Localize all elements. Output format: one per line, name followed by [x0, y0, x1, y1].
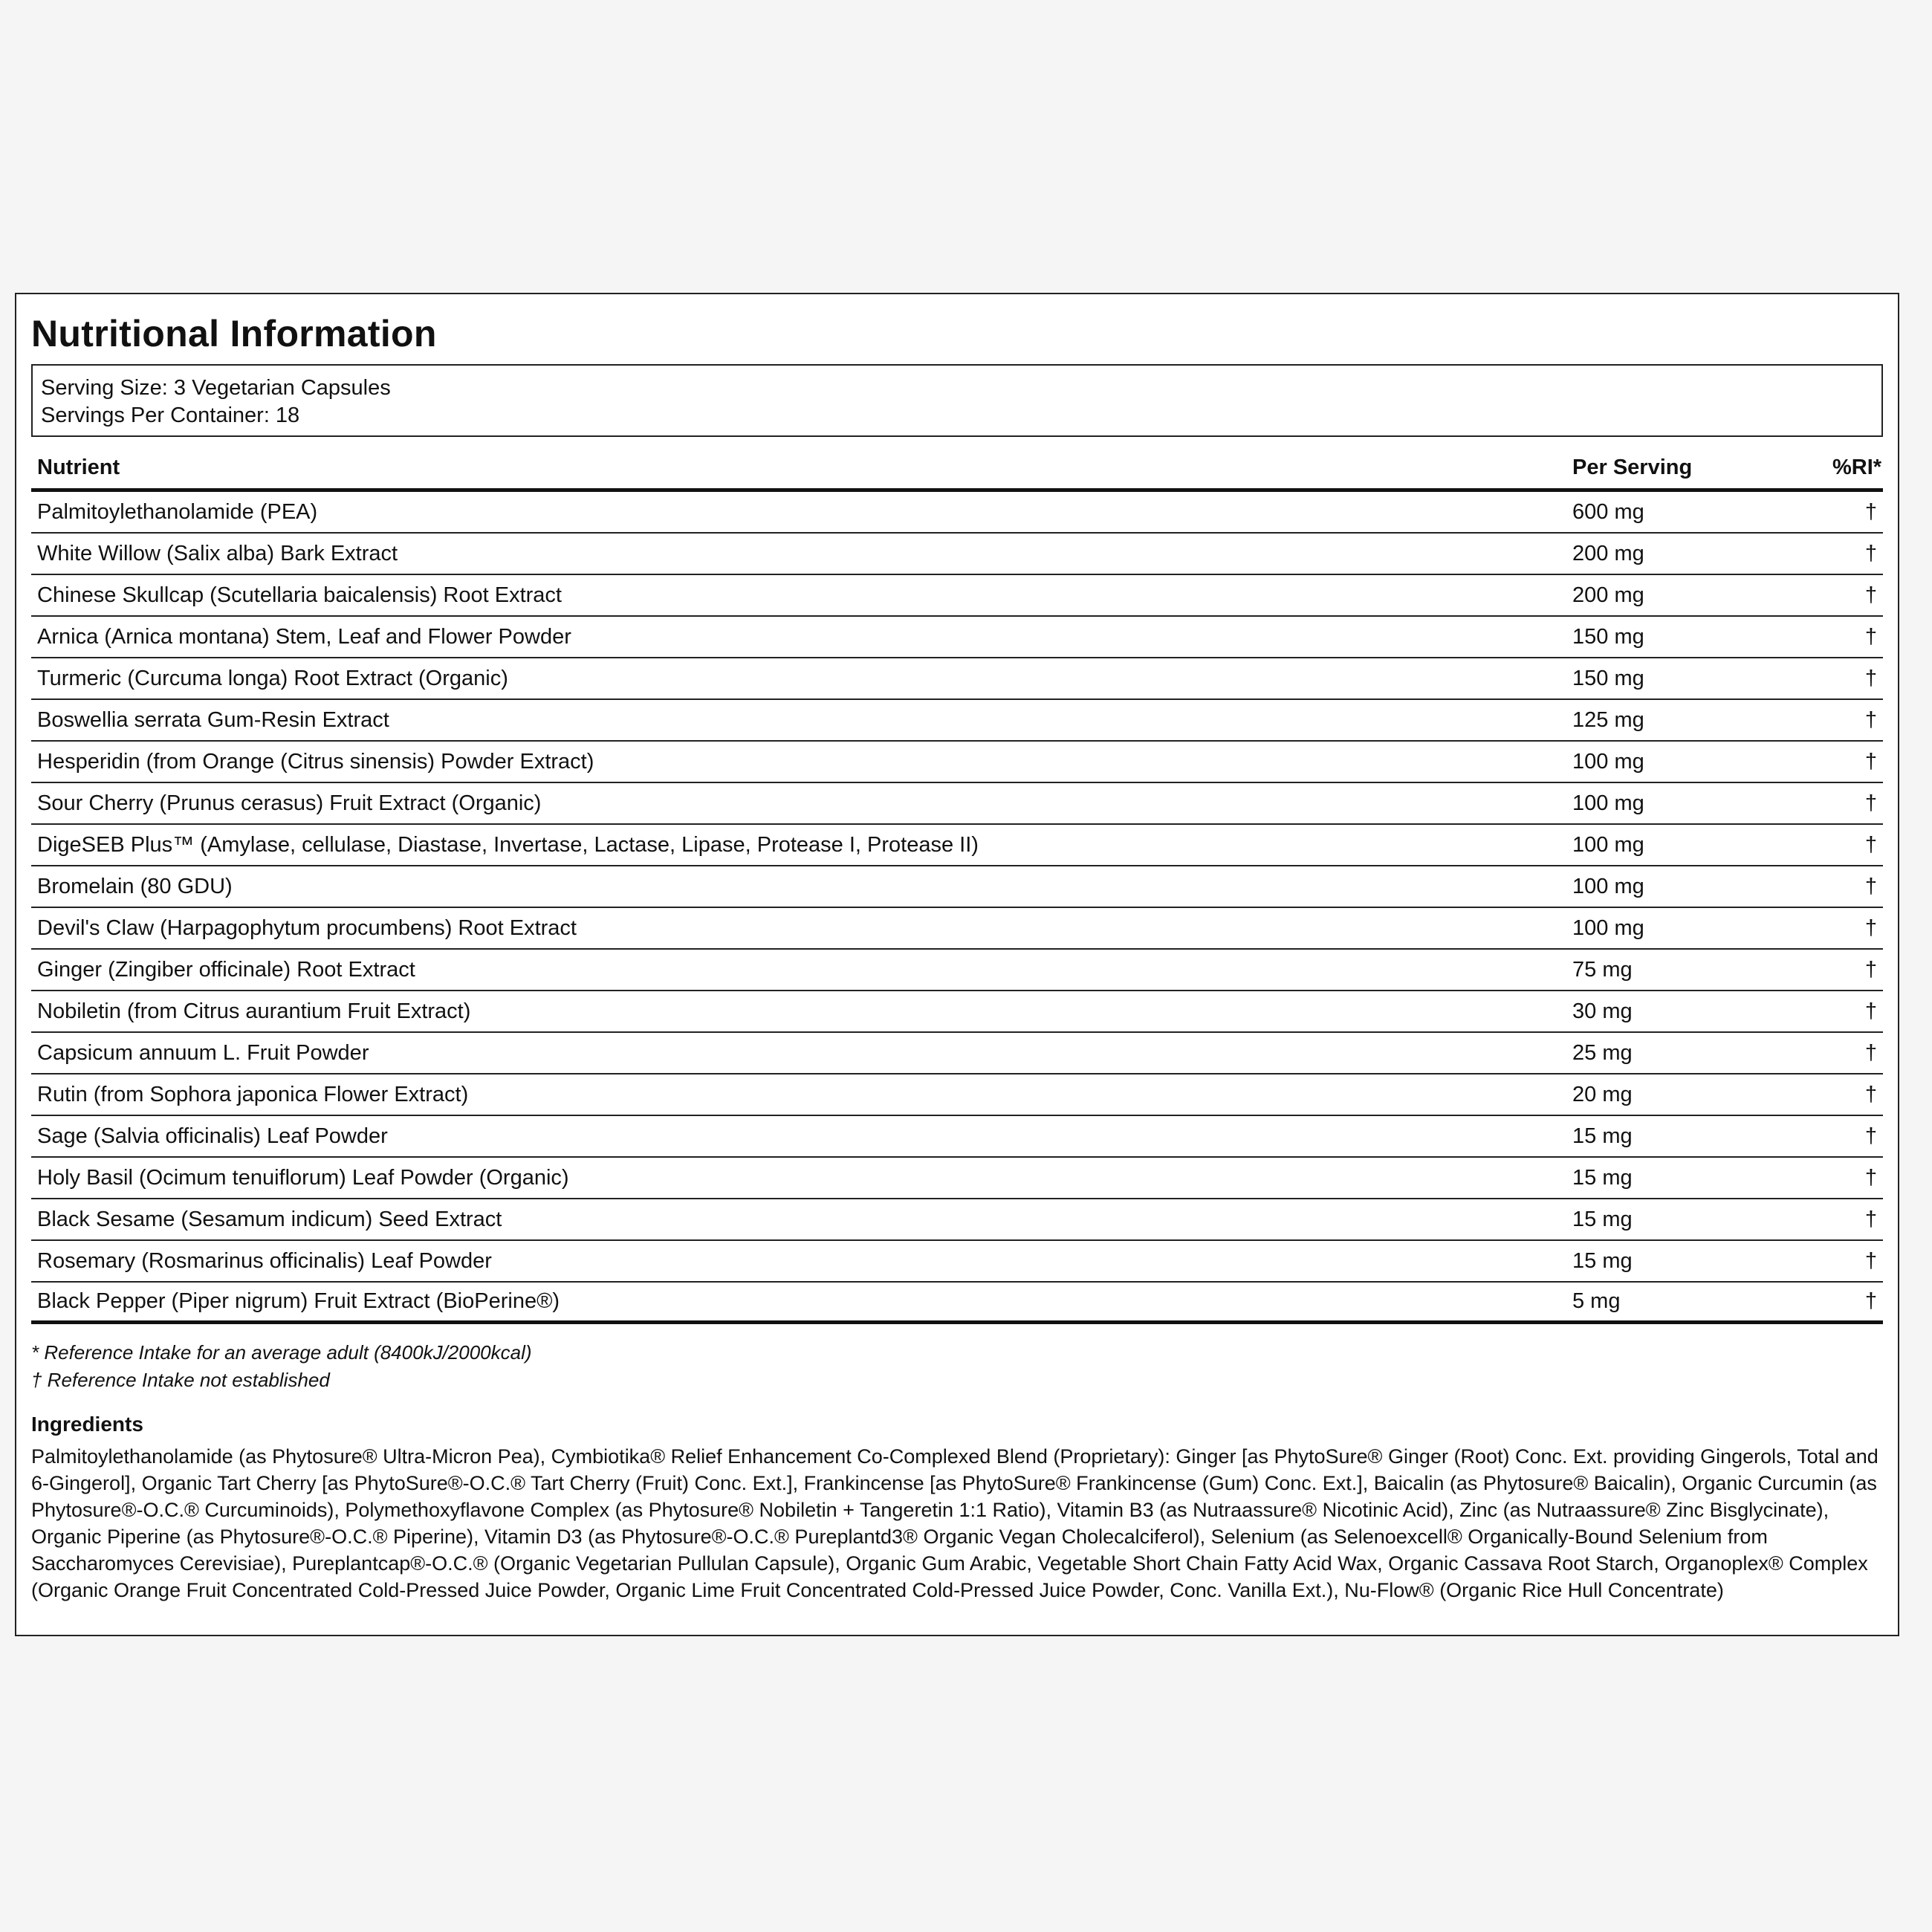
nutrient-name: Bromelain (80 GDU) [37, 874, 233, 898]
ri-value: † [1864, 583, 1877, 607]
table-row [31, 575, 1883, 617]
nutrient-name: Turmeric (Curcuma longa) Root Extract (Organic) [37, 666, 508, 690]
ri-value: † [1864, 1082, 1877, 1106]
ri-value: † [1864, 1207, 1877, 1231]
per-serving-amount: 100 mg [1572, 791, 1644, 815]
table-row [31, 1199, 1883, 1241]
table-row [31, 1116, 1883, 1158]
nutrient-name: White Willow (Salix alba) Bark Extract [37, 541, 398, 565]
ri-value: † [1864, 666, 1877, 690]
table-row [31, 534, 1883, 575]
servings-per-container: Servings Per Container: 18 [41, 403, 300, 427]
nutrient-name: Devil's Claw (Harpagophytum procumbens) Root Extract [37, 915, 577, 940]
table-header-row [31, 447, 1883, 492]
table-row [31, 1158, 1883, 1199]
table-row [31, 1033, 1883, 1074]
footnotes [31, 1339, 1883, 1394]
nutrient-name: Capsicum annuum L. Fruit Powder [37, 1040, 369, 1065]
ingredients-text: Palmitoylethanolamide (as Phytosure® Ultra-Micron Pea), Cymbiotika® Relief Enhancement Co-Complexed Blend (Proprietary): Ginger [as PhytoSure® Ginger (Root) Conc. Ext. providing Gingerols, Total and 6-Gingerol], Organic Tart Cherry [as PhytoSure®-O.C.® Tart Cherry (Fruit) Conc. Ext.], Frankincense [as PhytoSure® Frankincense (Gum) Conc. Ext.], Baicalin (as Phytosure® Baicalin), Organic Curcumin (as Phytosure®-O.C.® Curcuminoids), Polymethoxyflavone Complex (as Phytosure® Nobiletin + Tangeretin 1:1 Ratio), Vitamin B3 (as Nutraassure® Nicotinic Acid), Zinc (as Nutraassure® Zinc Bisglycinate), Organic Piperine (as Phytosure®-O.C.® Piperine), Vitamin D3 (as Phytosure®-O.C.® Pureplantd3® Organic Vegan Cholecalciferol), Selenium (as Selenoexcell® Organically-Bound Selenium from Saccharomyces Cerevisiae), Pureplantcap®-O.C.® (Organic Vegetarian Pullulan Capsule), Organic Gum Arabic, Vegetable Short Chain Fatty Acid Wax, Organic Cassava Root Starch, Organoplex® Complex (Organic Orange Fruit Concentrated Cold-Pressed Juice Powder, Organic Lime Fruit Concentrated Cold-Pressed Juice Powder, Conc. Vanilla Ext.), Nu-Flow® (Organic Rice Hull Concentrate) [31, 1445, 1878, 1601]
ri-value: † [1864, 499, 1877, 524]
table-row [31, 991, 1883, 1033]
column-header-ri: %RI* [1832, 456, 1882, 479]
per-serving-amount: 25 mg [1572, 1040, 1633, 1065]
ri-value: † [1864, 624, 1877, 649]
table-row [31, 783, 1883, 825]
table-row [31, 866, 1883, 908]
ri-value: † [1864, 957, 1877, 982]
per-serving-amount: 200 mg [1572, 583, 1644, 607]
nutrient-name: Sour Cherry (Prunus cerasus) Fruit Extract (Organic) [37, 791, 542, 815]
nutrient-table [31, 447, 1883, 1324]
footnote-reference-intake: * Reference Intake for an average adult (8400kJ/2000kcal) [31, 1341, 532, 1364]
nutrient-name: Black Sesame (Sesamum indicum) Seed Extract [37, 1207, 502, 1231]
per-serving-amount: 125 mg [1572, 707, 1644, 732]
serving-size: Serving Size: 3 Vegetarian Capsules [41, 376, 391, 400]
column-header-per-serving: Per Serving [1572, 456, 1693, 479]
per-serving-amount: 5 mg [1572, 1289, 1621, 1313]
per-serving-amount: 100 mg [1572, 749, 1644, 774]
ri-value: † [1864, 749, 1877, 774]
ri-value: † [1864, 832, 1877, 857]
per-serving-amount: 150 mg [1572, 666, 1644, 690]
nutrient-name: Hesperidin (from Orange (Citrus sinensis) Powder Extract) [37, 749, 594, 774]
nutrient-name: DigeSEB Plus™ (Amylase, cellulase, Diastase, Invertase, Lactase, Lipase, Protease I, Protease II) [37, 832, 979, 857]
nutrient-name: Rosemary (Rosmarinus officinalis) Leaf Powder [37, 1248, 492, 1273]
nutrient-name: Sage (Salvia officinalis) Leaf Powder [37, 1124, 388, 1148]
table-row [31, 1241, 1883, 1283]
ri-value: † [1864, 1124, 1877, 1148]
nutrient-name: Chinese Skullcap (Scutellaria baicalensis) Root Extract [37, 583, 562, 607]
ri-value: † [1864, 1040, 1877, 1065]
per-serving-amount: 100 mg [1572, 874, 1644, 898]
nutrient-name: Boswellia serrata Gum-Resin Extract [37, 707, 389, 732]
nutrient-name: Arnica (Arnica montana) Stem, Leaf and Flower Powder [37, 624, 571, 649]
per-serving-amount: 200 mg [1572, 541, 1644, 565]
ri-value: † [1864, 541, 1877, 565]
table-row [31, 908, 1883, 950]
nutrition-panel [15, 293, 1899, 1636]
per-serving-amount: 20 mg [1572, 1082, 1633, 1106]
table-row [31, 658, 1883, 700]
table-row [31, 492, 1883, 534]
ri-value: † [1864, 1248, 1877, 1273]
per-serving-amount: 15 mg [1572, 1165, 1633, 1190]
table-row [31, 825, 1883, 866]
serving-info-box [31, 364, 1883, 437]
table-row [31, 1074, 1883, 1116]
ri-value: † [1864, 874, 1877, 898]
table-row [31, 742, 1883, 783]
ri-value: † [1864, 791, 1877, 815]
ri-value: † [1864, 999, 1877, 1023]
nutrient-name: Nobiletin (from Citrus aurantium Fruit Extract) [37, 999, 471, 1023]
column-header-nutrient: Nutrient [37, 456, 120, 479]
nutrient-name: Palmitoylethanolamide (PEA) [37, 499, 318, 524]
per-serving-amount: 75 mg [1572, 957, 1633, 982]
table-row [31, 1283, 1883, 1324]
nutrient-name: Ginger (Zingiber officinale) Root Extract [37, 957, 415, 982]
per-serving-amount: 100 mg [1572, 832, 1644, 857]
page-title: Nutritional Information [31, 313, 437, 354]
per-serving-amount: 15 mg [1572, 1248, 1633, 1273]
nutrient-name: Black Pepper (Piper nigrum) Fruit Extract (BioPerine®) [37, 1289, 560, 1313]
per-serving-amount: 150 mg [1572, 624, 1644, 649]
ri-value: † [1864, 915, 1877, 940]
table-row [31, 700, 1883, 742]
ri-value: † [1864, 707, 1877, 732]
per-serving-amount: 15 mg [1572, 1207, 1633, 1231]
per-serving-amount: 30 mg [1572, 999, 1633, 1023]
per-serving-amount: 100 mg [1572, 915, 1644, 940]
table-body [31, 492, 1883, 1324]
table-row [31, 950, 1883, 991]
per-serving-amount: 15 mg [1572, 1124, 1633, 1148]
per-serving-amount: 600 mg [1572, 499, 1644, 524]
nutrient-name: Rutin (from Sophora japonica Flower Extract) [37, 1082, 469, 1106]
table-row [31, 617, 1883, 658]
ri-value: † [1864, 1165, 1877, 1190]
footnote-not-established: † Reference Intake not established [31, 1369, 330, 1391]
nutrient-name: Holy Basil (Ocimum tenuiflorum) Leaf Powder (Organic) [37, 1165, 569, 1190]
ri-value: † [1864, 1289, 1877, 1313]
ingredients-heading: Ingredients [31, 1413, 143, 1436]
